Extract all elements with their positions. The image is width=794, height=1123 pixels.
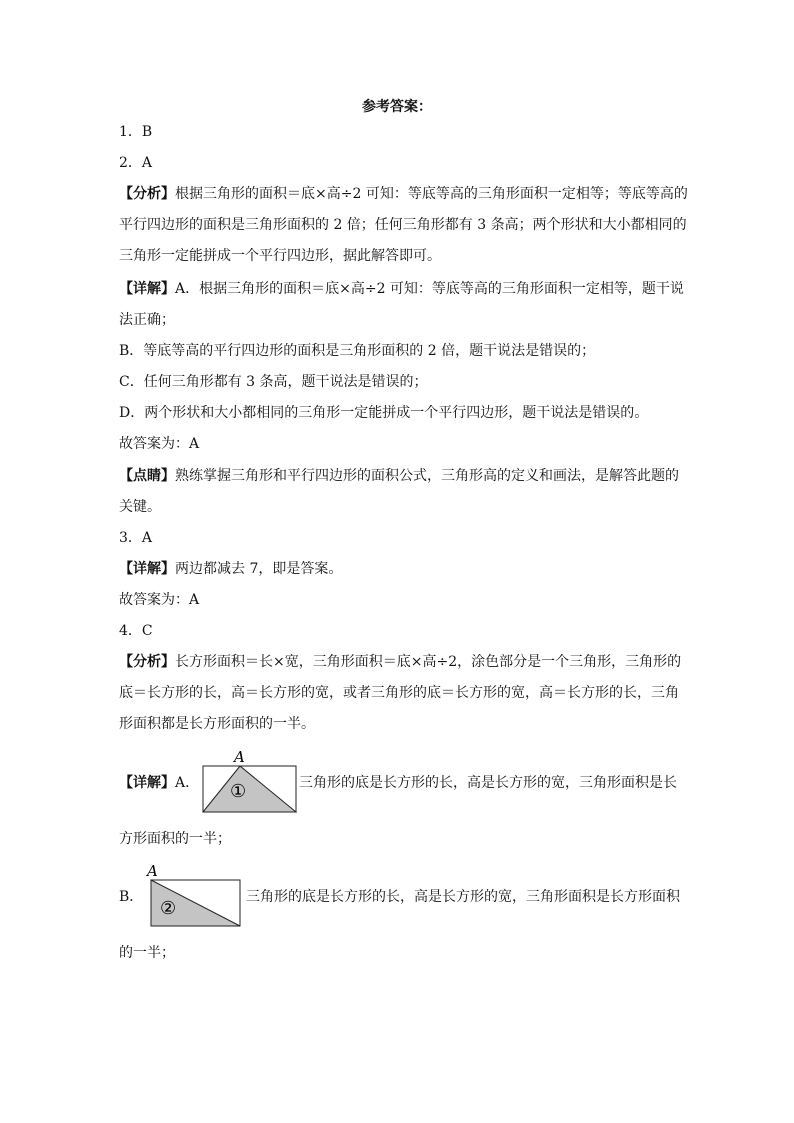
figure-a-vertex-label: A [234, 748, 245, 766]
option-c-line: C．任何三角形都有 3 条高，题干说法是错误的； [119, 374, 428, 390]
comment-line: 关键。 [119, 499, 161, 515]
analysis-line: 平行四边形的面积是三角形面积的 2 倍；任何三角形都有 3 条高；两个形状和大小都相同的 [119, 217, 687, 233]
comment-line: 【点睛】熟练掌握三角形和平行四边形的面积公式，三角形高的定义和画法，是解答此题的 [119, 468, 679, 484]
detail-line: 【详解】两边都减去 7，即是答案。 [119, 561, 343, 577]
analysis-line: 【分析】长方形面积＝长×宽，三角形面积＝底×高÷2，涂色部分是一个三角形，三角形的 [119, 654, 682, 670]
answer-4: 4．C [119, 623, 153, 639]
analysis-line: 底＝长方形的长，高＝长方形的宽，或者三角形的底＝长方形的宽，高＝长方形的长，三角 [119, 685, 679, 701]
detail-a-cont: 方形面积的一半； [119, 831, 231, 847]
figure-a [200, 748, 300, 816]
figure-b-vertex-label: A [147, 862, 158, 880]
detail-b-text: 三角形的底是长方形的长，高是长方形的宽，三角形面积是长方形面积 [246, 889, 680, 905]
detail-b-cont: 的一半； [119, 945, 175, 961]
final-answer: 故答案为：A [119, 592, 200, 608]
figure-b-number: ② [160, 898, 177, 919]
final-answer: 故答案为：A [119, 436, 200, 452]
figure-b [143, 862, 243, 930]
detail-b-label: B． [119, 889, 144, 905]
answer-3: 3．A [119, 530, 153, 546]
analysis-line: 形面积都是长方形面积的一半。 [119, 716, 315, 732]
option-d-line: D．两个形状和大小都相同的三角形一定能拼成一个平行四边形，题干说法是错误的。 [119, 405, 649, 421]
analysis-line: 【分析】根据三角形的面积＝底×高÷2 可知：等底等高的三角形面积一定相等；等底等高的 [119, 186, 688, 202]
page-title: 参考答案： [362, 99, 432, 115]
detail-line: 法正确； [119, 312, 175, 328]
detail-a-label: 【详解】A． [119, 775, 200, 791]
answer-2: 2．A [119, 155, 153, 171]
figure-a-number: ① [230, 781, 247, 802]
analysis-line: 三角形一定能拼成一个平行四边形，据此解答即可。 [119, 248, 441, 264]
detail-line: 【详解】A．根据三角形的面积＝底×高÷2 可知：等底等高的三角形面积一定相等，题干说 [119, 281, 684, 297]
option-b-line: B．等底等高的平行四边形的面积是三角形面积的 2 倍，题干说法是错误的； [119, 343, 596, 359]
detail-a-text: 三角形的底是长方形的长，高是长方形的宽，三角形面积是长 [299, 775, 677, 791]
answer-1: 1．B [119, 124, 153, 140]
